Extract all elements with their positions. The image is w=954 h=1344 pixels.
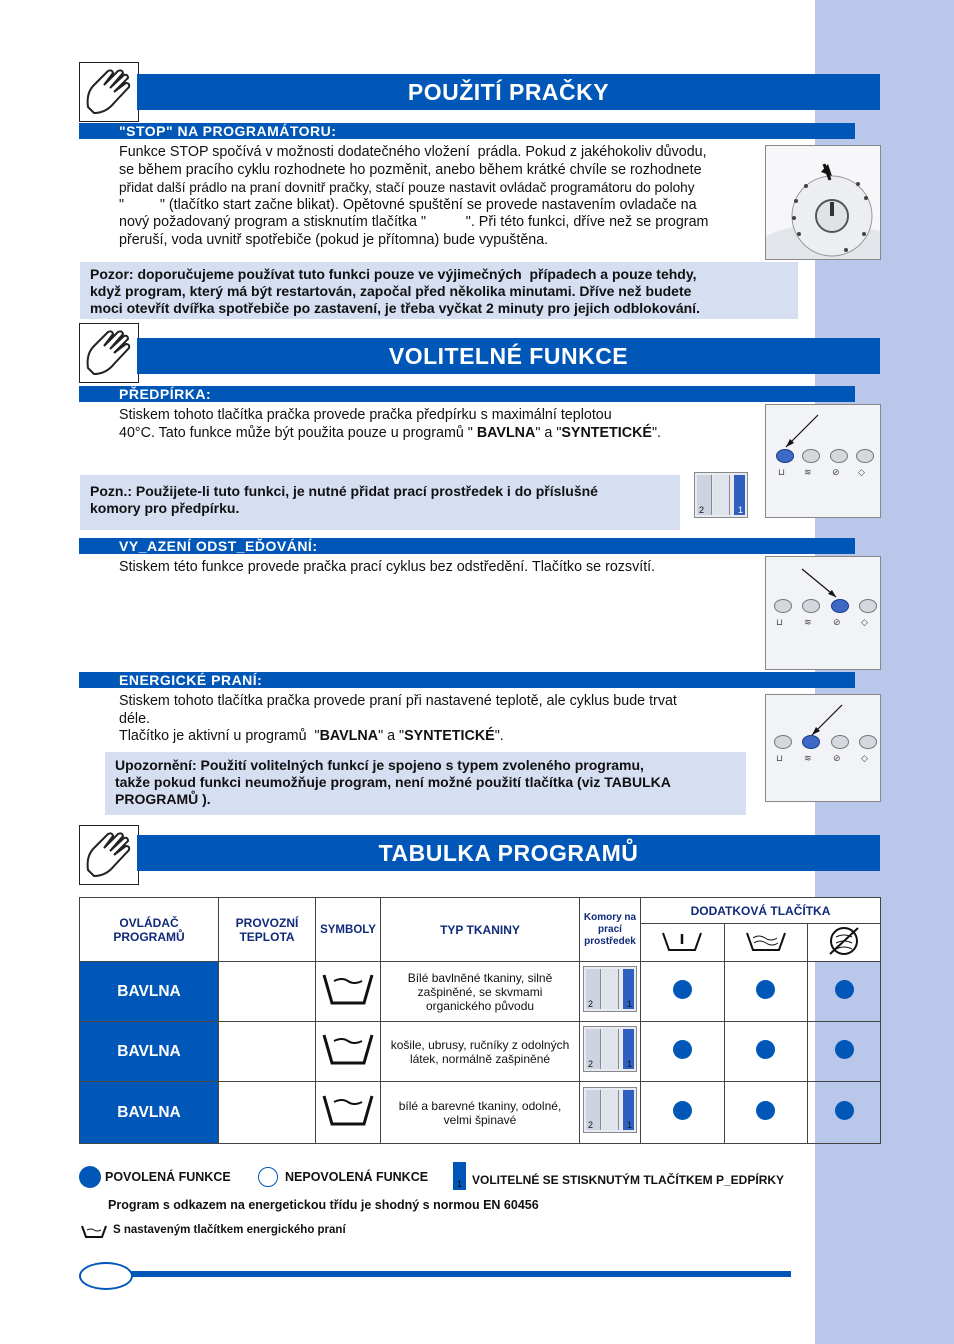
spin-paragraph	[119, 559, 759, 577]
note-line: Pozn.: Použijete-li tuto funkci, je nutné přidat prací prostředek i do příslušné	[90, 483, 598, 499]
drawer-label: 1	[626, 999, 632, 1009]
footnote-energy-button: S nastaveným tlačítkem energického praní	[113, 1224, 346, 1236]
allowed-dot	[756, 1101, 775, 1120]
temperature-cell	[219, 1022, 316, 1082]
subtitle-prewash: PŘEDPÍRKA:	[79, 386, 855, 402]
text-line: Stiskem tohoto tlačítka pračka provede praní při nastavené teplotě, ale cyklus bude trvat	[119, 693, 677, 709]
energy-wash-icon	[743, 928, 789, 954]
extra-button[interactable]	[859, 735, 877, 749]
note-prewash	[80, 475, 680, 530]
symbol-cell	[316, 962, 381, 1022]
prewash-button[interactable]	[776, 449, 794, 463]
prewash-button[interactable]	[774, 735, 792, 749]
bottom-rule	[108, 1271, 791, 1277]
header-teplota: PROVOZNÍ TEPLOTA	[219, 898, 316, 962]
header-energy-symbol	[724, 924, 808, 962]
programmer-knob-image	[765, 145, 881, 260]
detergent-drawer-icon	[583, 966, 637, 1012]
text-line	[119, 728, 759, 746]
tub-icon: ⊔	[776, 753, 784, 763]
text-span: ".	[651, 424, 662, 441]
allowed-dot	[835, 1101, 854, 1120]
section-title-optional: VOLITELNÉ FUNKCE	[137, 338, 880, 374]
subtitle-stop: "STOP" NA PROGRAMÁTORU:	[79, 123, 855, 139]
prewash-paragraph	[119, 407, 759, 442]
symbol-cell	[316, 1022, 381, 1082]
function-cell	[641, 962, 725, 1022]
note-stop-warning	[80, 262, 798, 319]
temperature-cell	[219, 1082, 316, 1144]
tub-icon: ⊔	[776, 617, 784, 627]
legend-allowed: POVOLENÁ FUNKCE	[105, 1170, 231, 1184]
header-typ: TYP TKANINY	[381, 898, 580, 962]
note-line: Upozornění: Použití volitelných funkcí je spojeno s typem zvoleného programu,	[115, 757, 644, 773]
energy-wash-icon	[80, 1223, 108, 1239]
table-row	[80, 1022, 881, 1082]
text-span: Tlačítko je aktivní u programů "	[119, 728, 320, 744]
text-line: " " (tlačítko start začne blikat). Opětovné spuštění se provede nastavením ovladače na	[119, 196, 697, 213]
drawer-label: 1	[626, 1120, 632, 1130]
hand-icon	[79, 62, 139, 122]
text-line: Stiskem této funkce provede pračka prací cyklus bez odstředění. Tlačítko se rozsvítí.	[119, 559, 656, 575]
diamond-icon: ◇	[861, 617, 868, 627]
text-line	[119, 425, 759, 443]
wash-tub-icon	[320, 1090, 376, 1130]
allowed-dot	[673, 980, 692, 999]
drawer-cell	[580, 962, 641, 1022]
program-name: SYNTETICKÉ	[404, 728, 495, 744]
header-ovladac: OVLÁDAČ PROGRAMŮ	[80, 898, 219, 962]
stop-paragraph	[119, 144, 759, 249]
note-line: PROGRAMŮ ).	[115, 791, 211, 807]
text-line: nový požadovaný program a stisknutím tlačítka " ". Při této funkci, dříve než se program	[119, 214, 709, 230]
detergent-drawer-icon	[694, 472, 746, 518]
panel-prewash	[765, 404, 881, 518]
diamond-icon: ◇	[861, 753, 868, 763]
energy-wash-icon: ≋	[804, 753, 812, 763]
function-cell	[724, 1082, 808, 1144]
drawer-label: 1	[626, 1059, 632, 1069]
subtitle-spin: VY_AZENÍ ODST_EĎOVÁNÍ:	[79, 538, 855, 554]
text-line: přeruší, voda uvnitř spotřebiče (pokud je přítomna) bude vypuštěna.	[119, 231, 549, 248]
wash-tub-icon	[320, 969, 376, 1009]
energy-button[interactable]	[802, 599, 820, 613]
drawer-label: 2	[588, 1120, 594, 1130]
note-line: Pozor: doporučujeme používat tuto funkci pouze ve výjimečných případech a pouze tehdy,	[90, 266, 697, 282]
wash-tub-icon	[320, 1029, 376, 1069]
drawer-label: 2	[588, 1059, 594, 1069]
hand-icon	[79, 323, 139, 383]
no-spin-icon: ⊘	[833, 617, 841, 627]
hand-icon	[79, 825, 139, 885]
note-line: komory pro předpírku.	[90, 500, 240, 516]
program-table	[79, 897, 881, 1144]
no-spin-button[interactable]	[830, 449, 848, 463]
drawer-label: 2	[588, 999, 594, 1009]
note-line: když program, který má být restartován, započal před několika minutami. Dříve než budete	[90, 283, 692, 299]
note-energy	[105, 752, 746, 815]
energy-wash-icon: ≋	[804, 467, 812, 477]
program-cell: BAVLNA	[80, 1082, 219, 1144]
legend-optional-marker: 1	[453, 1162, 466, 1190]
program-cell: BAVLNA	[80, 1022, 219, 1082]
text-line: Stiskem tohoto tlačítka pračka provede pračka předpírku s maximální teplotou	[119, 407, 612, 423]
note-line: takže pokud funkci neumožňuje program, není možné použití tlačítka (viz TABULKA	[115, 774, 671, 790]
header-komory: Komory na prací prostředek	[580, 898, 641, 962]
legend-allowed-dot	[79, 1166, 101, 1188]
text-line: Funkce STOP spočívá v možnosti dodatečného vložení prádla. Pokud z jakéhokoliv důvodu,	[119, 144, 707, 160]
diamond-icon: ◇	[858, 467, 865, 477]
legend-optional: VOLITELNÉ SE STISKNUTÝM TLAČÍTKEM P_EDPÍRKY	[472, 1173, 785, 1187]
page-number-oval	[79, 1262, 133, 1290]
subtitle-energy: ENERGICKÉ PRANÍ:	[79, 672, 855, 688]
energy-button[interactable]	[802, 735, 820, 749]
no-spin-button[interactable]	[831, 599, 849, 613]
text-span: " a "	[535, 424, 562, 441]
legend-not-allowed: NEPOVOLENÁ FUNKCE	[285, 1170, 429, 1184]
energy-wash-icon: ≋	[804, 617, 812, 627]
function-cell	[724, 1022, 808, 1082]
text-line: se během pracího cyklu rozhodnete ho pozměnit, anebo během krátké chvíle se rozhodnete	[119, 161, 702, 178]
text-line: přidat další prádlo na praní dovnitř pračky, stačí pouze nastavit ovládač programátoru do polohy	[119, 180, 695, 195]
header-nospin-symbol	[808, 924, 881, 962]
footnote-energy-class: Program s odkazem na energetickou třídu je shodný s normou EN 60456	[108, 1198, 539, 1212]
drawer-cell	[580, 1022, 641, 1082]
table-row	[80, 962, 881, 1022]
symbol-cell	[316, 1082, 381, 1144]
panel-spin	[765, 556, 881, 670]
text-line: déle.	[119, 710, 151, 727]
fabric-cell: bílé a barevné tkaniny, odolné, velmi špinavé	[381, 1082, 580, 1144]
allowed-dot	[673, 1101, 692, 1120]
note-line: moci otevřít dvířka spotřebiče po zastavení, je třeba vyčkat 2 minuty pro jejich odblokování.	[90, 300, 700, 316]
program-name: SYNTETICKÉ	[561, 424, 652, 441]
function-cell	[808, 962, 881, 1022]
energy-button[interactable]	[802, 449, 820, 463]
text-span: " a "	[378, 728, 405, 744]
tub-icon: ⊔	[778, 467, 786, 477]
no-spin-icon: ⊘	[833, 753, 841, 763]
allowed-dot	[835, 1040, 854, 1059]
prewash-button[interactable]	[774, 599, 792, 613]
fabric-cell: košile, ubrusy, ručníky z odolných látek, normálně zašpiněné	[381, 1022, 580, 1082]
extra-button[interactable]	[856, 449, 874, 463]
text-span: ".	[494, 728, 504, 744]
panel-energy	[765, 694, 881, 802]
allowed-dot	[673, 1040, 692, 1059]
legend-not-allowed-dot	[258, 1167, 278, 1187]
program-cell: BAVLNA	[80, 962, 219, 1022]
no-spin-button[interactable]	[831, 735, 849, 749]
allowed-dot	[835, 980, 854, 999]
allowed-dot	[756, 1040, 775, 1059]
detergent-drawer-icon	[583, 1026, 637, 1072]
drawer-cell	[580, 1082, 641, 1144]
tub-icon	[659, 928, 705, 954]
table-row	[80, 1082, 881, 1144]
no-spin-icon	[824, 924, 864, 958]
function-cell	[808, 1022, 881, 1082]
drawer-label: 1	[737, 505, 743, 515]
allowed-dot	[756, 980, 775, 999]
fabric-cell: Bílé bavlněné tkaniny, silně zašpiněné, se skvmami organického původu	[381, 962, 580, 1022]
temperature-cell	[219, 962, 316, 1022]
drawer-label: 2	[699, 505, 705, 515]
detergent-drawer-icon	[583, 1087, 637, 1133]
section-title-programs: TABULKA PROGRAMŮ	[137, 835, 880, 871]
program-name: BAVLNA	[476, 424, 536, 441]
header-dodatkova: DODATKOVÁ TLAČÍTKA	[641, 898, 881, 924]
extra-button[interactable]	[859, 599, 877, 613]
text-span: 40°C. Tato funkce může být použita pouze u programů "	[119, 424, 477, 441]
header-prewash-symbol	[641, 924, 725, 962]
function-cell	[641, 1082, 725, 1144]
program-name: BAVLNA	[319, 728, 379, 744]
function-cell	[641, 1022, 725, 1082]
no-spin-icon: ⊘	[832, 467, 840, 477]
function-cell	[808, 1082, 881, 1144]
section-title-usage: POUŽITÍ PRAČKY	[137, 74, 880, 110]
header-symboly: SYMBOLY	[316, 898, 381, 962]
energy-paragraph	[119, 693, 759, 746]
function-cell	[724, 962, 808, 1022]
